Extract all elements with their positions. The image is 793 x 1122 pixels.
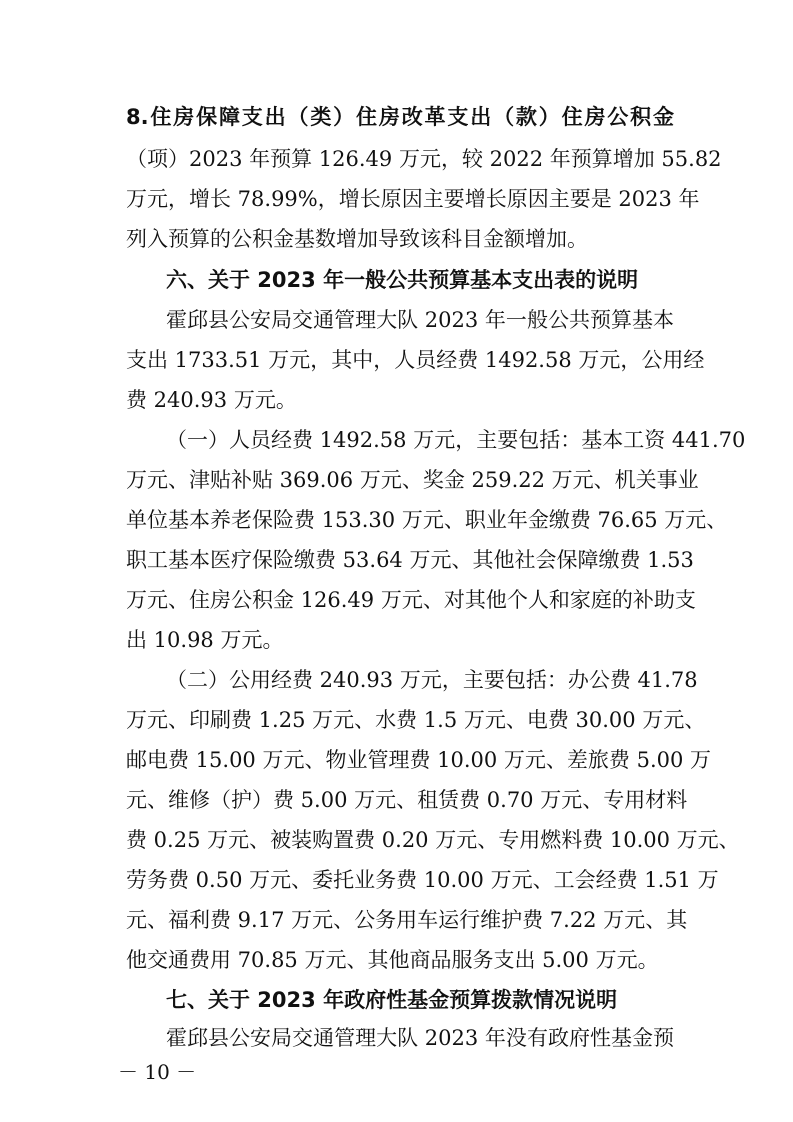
paragraph-line: （一）人员经费 1492.58 万元，主要包括：基本工资 441.70	[166, 428, 746, 452]
paragraph-line: （项）2023 年预算 126.49 万元，较 2022 年预算增加 55.82	[126, 147, 722, 171]
paragraph-line: 万元、津贴补贴 369.06 万元、奖金 259.22 万元、机关事业	[126, 468, 699, 492]
paragraph-line: 出 10.98 万元。	[126, 628, 284, 652]
paragraph-line: 他交通费用 70.85 万元、其他商品服务支出 5.00 万元。	[126, 948, 659, 972]
paragraph-line: （二）公用经费 240.93 万元，主要包括：办公费 41.78	[166, 668, 698, 692]
paragraph-line: 万元、印刷费 1.25 万元、水费 1.5 万元、电费 30.00 万元、	[126, 708, 706, 732]
paragraph-line: 费 0.25 万元、被装购置费 0.20 万元、专用燃料费 10.00 万元、	[126, 828, 740, 852]
paragraph-line: 元、福利费 9.17 万元、公务用车运行维护费 7.22 万元、其	[126, 908, 688, 932]
paragraph-line: 劳务费 0.50 万元、委托业务费 10.00 万元、工会经费 1.51 万	[126, 868, 719, 892]
paragraph-line: 元、维修（护）费 5.00 万元、租赁费 0.70 万元、专用材料	[126, 788, 688, 812]
paragraph-line: 霍邱县公安局交通管理大队 2023 年没有政府性基金预	[166, 1026, 674, 1050]
paragraph-line: 邮电费 15.00 万元、物业管理费 10.00 万元、差旅费 5.00 万	[126, 748, 712, 772]
paragraph-line: 支出 1733.51 万元，其中，人员经费 1492.58 万元，公用经	[126, 348, 705, 372]
paragraph-line: 列入预算的公积金基数增加导致该科目金额增加。	[126, 227, 588, 251]
paragraph-line: 霍邱县公安局交通管理大队 2023 年一般公共预算基本	[166, 308, 674, 332]
paragraph-line: 费 240.93 万元。	[126, 388, 297, 412]
paragraph-line-heading-8: 8.住房保障支出（类）住房改革支出（款）住房公积金	[126, 105, 674, 129]
section-heading-6: 六、关于 2023 年一般公共预算基本支出表的说明	[166, 268, 639, 292]
paragraph-line: 万元，增长 78.99%，增长原因主要增长原因主要是 2023 年	[126, 187, 700, 211]
paragraph-line: 职工基本医疗保险缴费 53.64 万元、其他社会保障缴费 1.53	[126, 548, 694, 572]
section-heading-7: 七、关于 2023 年政府性基金预算拨款情况说明	[166, 988, 618, 1012]
page-number: － 10 －	[118, 1060, 197, 1084]
paragraph-line: 万元、住房公积金 126.49 万元、对其他个人和家庭的补助支	[126, 588, 696, 612]
paragraph-line: 单位基本养老保险费 153.30 万元、职业年金缴费 76.65 万元、	[126, 508, 728, 532]
